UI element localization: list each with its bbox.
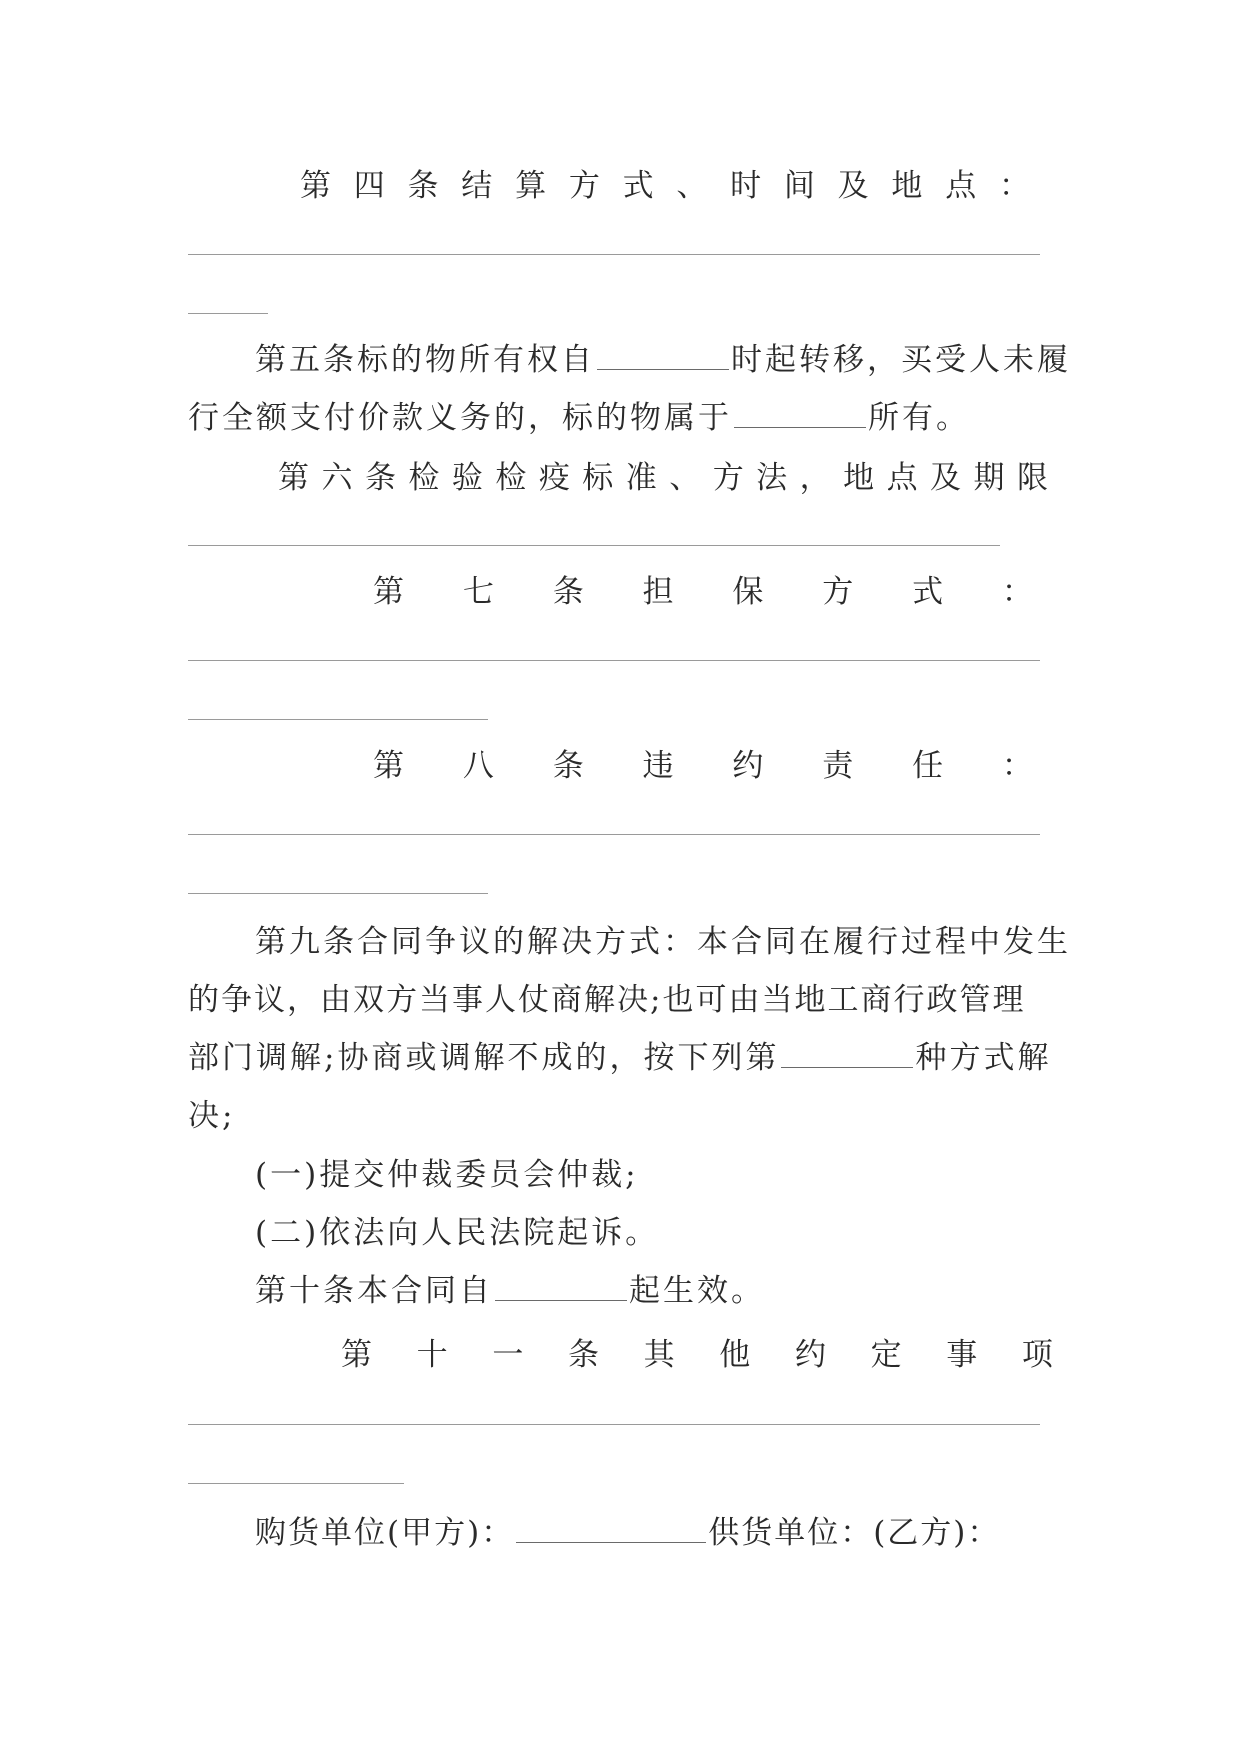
article-4-fill-line <box>188 254 1040 255</box>
article-9-line-4: 决; <box>188 1098 236 1134</box>
article-5-line-2-prefix: 行全额支付价款义务的，标的物属于 <box>188 400 732 436</box>
article-11-fill-line <box>188 1424 1040 1425</box>
buyer-blank <box>516 1541 706 1543</box>
dispute-method-blank <box>781 1066 913 1068</box>
ownership-transfer-blank <box>597 368 729 370</box>
article-11-heading: 第 十 一 条 其 他 约 定 事 项 <box>341 1337 1053 1373</box>
article-11-fill-line-short <box>188 1483 404 1484</box>
article-9-option-1: (一)提交仲裁委员会仲裁; <box>255 1157 639 1193</box>
article-4-heading: 第 四 条 结 算 方 式 、 时 间 及 地 点 ： <box>300 168 1030 204</box>
article-10-suffix: 起生效。 <box>629 1273 765 1309</box>
effective-date-blank <box>495 1299 627 1301</box>
article-8-fill-line <box>188 834 1040 835</box>
article-8-fill-line-short <box>188 893 488 894</box>
article-5-line-2 <box>188 398 1055 438</box>
article-9-line-3 <box>188 1038 1055 1078</box>
article-6-fill-line <box>188 545 1000 546</box>
article-6-heading: 第 六 条 检 验 检 疫 标 准 、 方 法 ， 地 点 及 期 限 <box>278 460 1048 496</box>
article-7-heading: 第 七 条 担 保 方 式 ： <box>373 574 1033 610</box>
article-10-prefix: 第十条本合同自 <box>255 1273 493 1309</box>
article-8-heading: 第 八 条 违 约 责 任 ： <box>373 748 1033 784</box>
article-5-line-2-suffix: 所有。 <box>868 400 970 436</box>
article-4-fill-line-short <box>188 313 268 314</box>
article-9-option-2: (二)依法向人民法院起诉。 <box>255 1215 660 1251</box>
seller-label: 供货单位：(乙方)： <box>708 1515 1001 1551</box>
article-10 <box>255 1271 1122 1311</box>
article-5-prefix: 第五条标的物所有权自 <box>255 342 595 378</box>
article-7-fill-line <box>188 660 1040 661</box>
article-9-line-3-prefix: 部门调解;协商或调解不成的，按下列第 <box>188 1040 780 1076</box>
buyer-label: 购货单位(甲方)： <box>255 1515 515 1551</box>
article-7-fill-line-short <box>188 719 488 720</box>
article-9-line-1: 第九条合同争议的解决方式：本合同在履行过程中发生 <box>255 924 1071 960</box>
signature-line <box>255 1513 1122 1553</box>
article-5-line-1 <box>255 340 1122 380</box>
ownership-owner-blank <box>734 426 866 428</box>
article-5-middle: 时起转移，买受人未履 <box>731 342 1071 378</box>
article-9-line-2: 的争议，由双方当事人仗商解决;也可由当地工商行政管理 <box>188 982 1026 1018</box>
article-9-line-3-suffix: 种方式解 <box>915 1040 1052 1076</box>
